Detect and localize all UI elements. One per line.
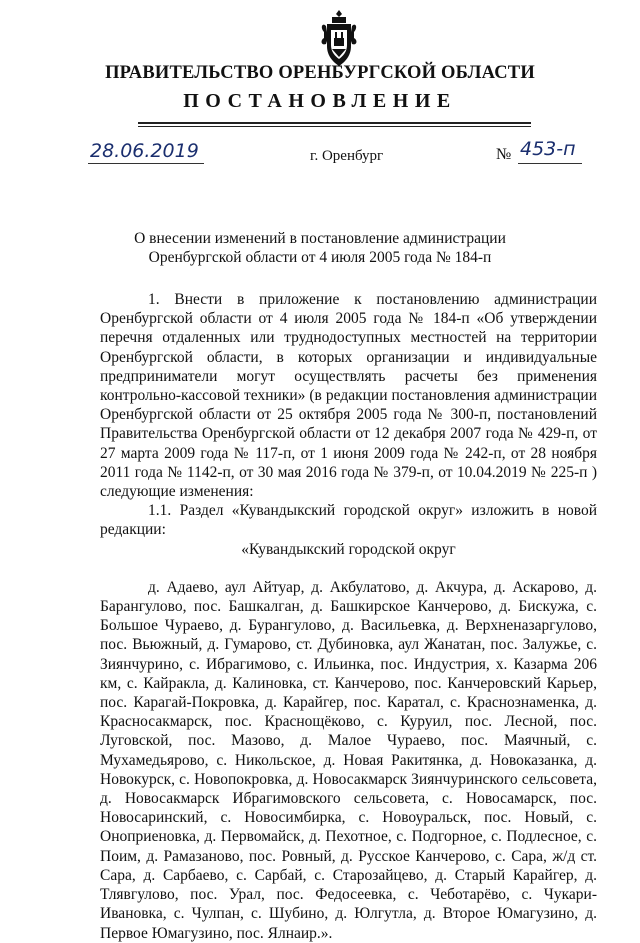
- document-body: [100, 290, 597, 943]
- subject-line-2: Оренбургской области от 4 июля 2005 года № 184-п: [148, 249, 492, 266]
- number-underline: [518, 163, 582, 164]
- paragraph-1-1: 1.1. Раздел «Кувандыкский городской округ» изложить в новой редакции:: [100, 502, 597, 539]
- subject-line-1: О внесении изменений в постановление администрации: [134, 230, 506, 247]
- document-subject: [0, 229, 640, 267]
- date-underline: [88, 163, 204, 164]
- header-divider: [138, 122, 531, 124]
- document-city: г. Оренбург: [310, 148, 384, 164]
- settlements-list: д. Адаево, аул Айтуар, д. Акбулатово, д. Акчура, д. Аскарово, д. Барангулово, пос. Башкалган, д. Башкирское Канчерово, д. Бискужа, с. Большое Чураево, д. Бурангулово, д. Васильевка, д. Верхненазаргулово, пос. Вьюжный, д. Гумарово, ст. Дубиновка, аул Жанатан, пос. Залужье, с. Зиянчурино, с. Ибрагимово, с. Ильинка, пос. Индустрия, х. Казарма 206 км, с. Кайракла, д. Калиновка, ст. Канчерово, пос. Канчеровский Карьер, пос. Карагай-Покровка, д. Карайгер, пос. Каратал, с. Краснознаменка, д. Красносакмарск, пос. Краснощёково, с. Куруил, пос. Лесной, пос. Луговской, пос. Мазово, д. Малое Чураево, пос. Маячный, с. Мухамедьярово, с. Никольское, д. Новая Ракитянка, д. Новоказанка, д. Новокурск, с. Новопокровка, д. Новосакмарск Зиянчуринского сельсовета, д. Новосакмарск Ибрагимовского сельсовета, с. Новосамарск, пос. Новосаринский, с. Новосимбирка, с. Новоуральск, пос. Новый, с. Оноприеновка, д. Первомайск, д. Пехотное, с. Подгорное, с. Подлесное, с. Поим, д. Рамазаново, пос. Ровный, д. Русское Канчерово, с. Сара, ж/д ст. Сара, д. Сарбаево, с. Сарбай, с. Старозайцево, д. Старый Карайгер, д. Тлявгулово, пос. Урал, пос. Федосеевка, с. Чеботарёво, с. Чукари-Ивановка, с. Чулпан, с. Шубино, д. Юлгутла, д. Второе Юмагузино, д. Первое Юмагузино, пос. Ялнаир.».: [100, 578, 597, 942]
- paragraph-1: 1. Внести в приложение к постановлению администрации Оренбургской области от 4 июля 2005 года № 184-п «Об утверждении перечня отдаленных или труднодоступных местностей на территории Оренбургской области, в которых организации и индивидуальные предприниматели могут осуществлять расчеты без применения контрольно-кассовой техники» (в редакции постановления администрации Оренбургской области от 25 октября 2005 года № 300-п, постановлений Правительства Оренбургской области от 12 декабря 2007 года № 429-п, от 27 марта 2009 года № 117-п, от 1 июня 2009 года № 242-п, от 28 ноября 2011 года № 1142-п, от 30 мая 2016 года № 379-п, от 10.04.2019 № 225-п ) следующие изменения:: [100, 291, 597, 501]
- document-number: 453-п: [520, 138, 576, 160]
- header-divider-thin: [138, 126, 531, 127]
- document-type: ПОСТАНОВЛЕНИЕ: [183, 90, 457, 112]
- section-title: «Кувандыкский городской округ: [241, 540, 456, 558]
- document-date: 28.06.2019: [90, 140, 199, 162]
- government-title: ПРАВИТЕЛЬСТВО ОРЕНБУРГСКОЙ ОБЛАСТИ: [105, 63, 535, 83]
- number-label: №: [496, 146, 512, 163]
- coat-of-arms-icon: [318, 8, 360, 68]
